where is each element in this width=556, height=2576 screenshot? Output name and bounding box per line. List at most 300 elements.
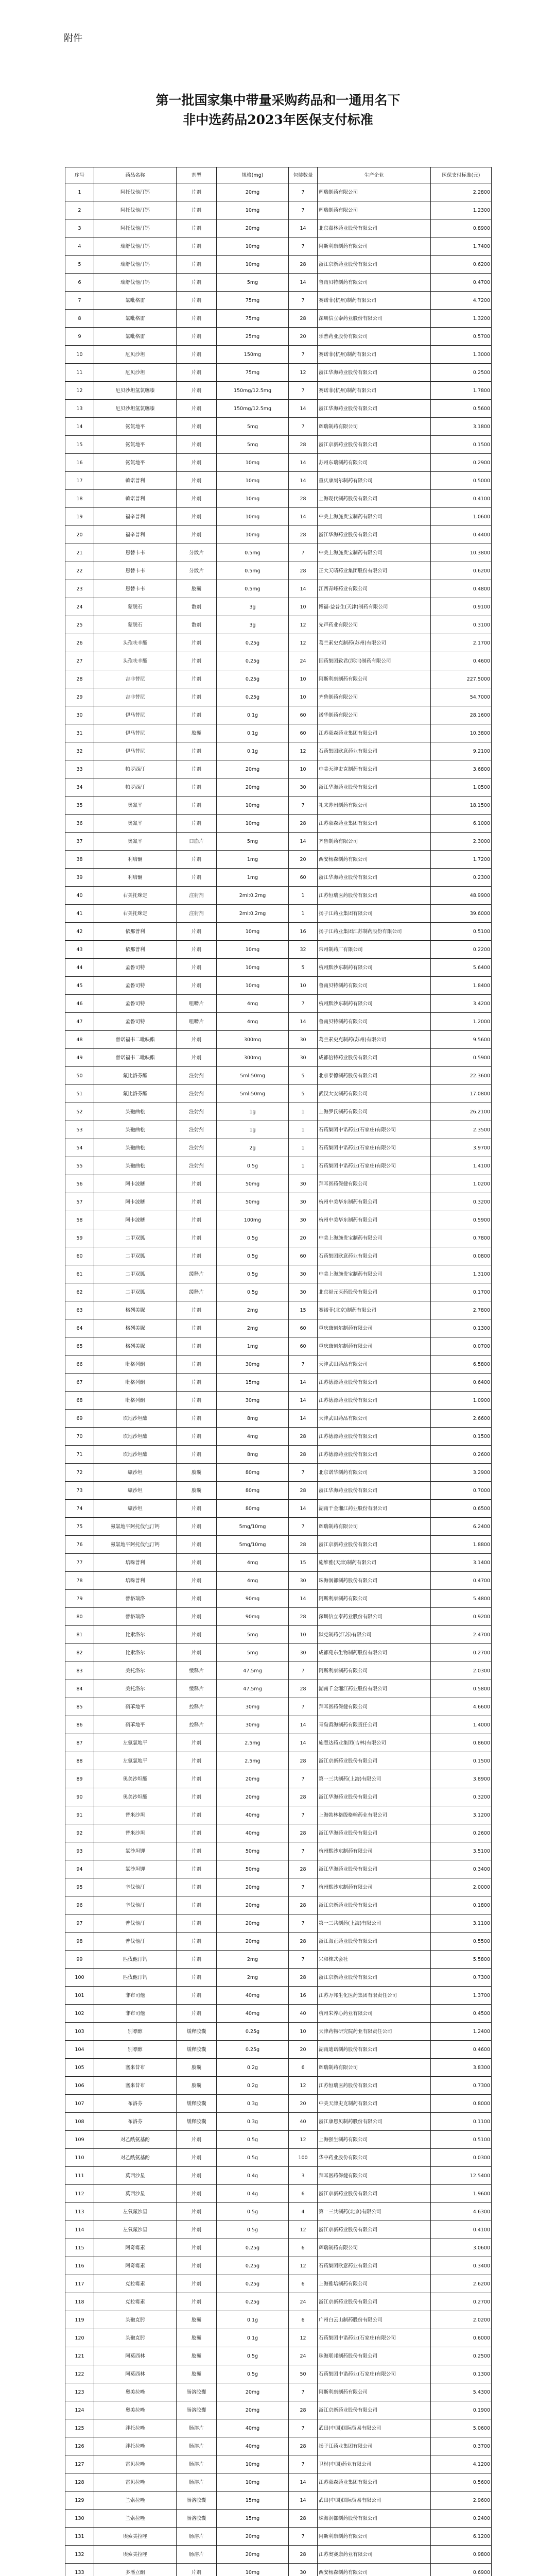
- cell-index: 23: [65, 580, 94, 598]
- cell-manufacturer: 第一三共制药(上海)有限公司: [318, 1914, 431, 1933]
- cell-index: 130: [65, 2510, 94, 2528]
- cell-pack-qty: 28: [289, 1428, 318, 1446]
- cell-index: 39: [65, 869, 94, 887]
- cell-payment-standard: 0.9800: [431, 2546, 492, 2564]
- cell-spec: 10mg: [217, 923, 289, 941]
- cell-spec: 75mg: [217, 292, 289, 310]
- cell-payment-standard: 54.7000: [431, 688, 492, 706]
- cell-spec: 0.5mg: [217, 544, 289, 562]
- cell-dosage-form: 胶囊: [177, 2365, 217, 2383]
- table-row: [65, 526, 492, 544]
- cell-drug-name: 阿莫西林: [94, 2365, 177, 2383]
- table-row: [65, 1067, 492, 1085]
- cell-dosage-form: 肠溶片: [177, 2437, 217, 2455]
- cell-pack-qty: 28: [289, 490, 318, 508]
- cell-manufacturer: 北京福元医药股份有限公司: [318, 1283, 431, 1301]
- cell-index: 30: [65, 706, 94, 724]
- cell-spec: 50mg: [217, 1842, 289, 1860]
- cell-dosage-form: 片剂: [177, 1987, 217, 2005]
- cell-index: 86: [65, 1716, 94, 1734]
- cell-drug-name: 塞来昔布: [94, 2059, 177, 2077]
- cell-payment-standard: 1.7200: [431, 851, 492, 869]
- cell-payment-standard: 1.0900: [431, 1392, 492, 1410]
- cell-drug-name: 孟鲁司特: [94, 995, 177, 1013]
- cell-dosage-form: 片剂: [177, 2185, 217, 2203]
- cell-index: 15: [65, 436, 94, 454]
- table-row: [65, 2167, 492, 2185]
- cell-pack-qty: 7: [289, 1914, 318, 1933]
- table-row: [65, 1139, 492, 1157]
- cell-payment-standard: 10.3800: [431, 724, 492, 742]
- table-row: [65, 2329, 492, 2347]
- cell-pack-qty: 30: [289, 1211, 318, 1229]
- cell-spec: 2g: [217, 1139, 289, 1157]
- table-row: [65, 1951, 492, 1969]
- cell-payment-standard: 39.6000: [431, 905, 492, 923]
- cell-pack-qty: 28: [289, 1896, 318, 1914]
- cell-index: 1: [65, 183, 94, 201]
- cell-drug-name: 雷贝拉唑: [94, 2455, 177, 2473]
- cell-pack-qty: 20: [289, 2095, 318, 2113]
- cell-payment-standard: 0.5100: [431, 2131, 492, 2149]
- cell-index: 6: [65, 274, 94, 292]
- cell-drug-name: 缬沙坦: [94, 1464, 177, 1482]
- cell-pack-qty: 7: [289, 2419, 318, 2437]
- cell-spec: 10mg: [217, 2473, 289, 2492]
- cell-pack-qty: 12: [289, 2077, 318, 2095]
- cell-spec: 10mg: [217, 256, 289, 274]
- cell-payment-standard: 0.6200: [431, 256, 492, 274]
- cell-manufacturer: 赛诺菲(杭州)制药有限公司: [318, 382, 431, 400]
- table-row: [65, 778, 492, 796]
- cell-spec: 20mg: [217, 183, 289, 201]
- cell-index: 2: [65, 201, 94, 219]
- cell-spec: 20mg: [217, 2383, 289, 2401]
- cell-drug-name: 培哚普利: [94, 1554, 177, 1572]
- cell-drug-name: 奥氮平: [94, 833, 177, 851]
- cell-dosage-form: 片剂: [177, 1626, 217, 1644]
- cell-index: 14: [65, 418, 94, 436]
- cell-manufacturer: 杭州默沙东制药有限公司: [318, 959, 431, 977]
- cell-pack-qty: 7: [289, 1698, 318, 1716]
- table-row: [65, 382, 492, 400]
- cell-pack-qty: 28: [289, 2510, 318, 2528]
- cell-spec: 5ml:50mg: [217, 1067, 289, 1085]
- cell-payment-standard: 1.0200: [431, 1175, 492, 1193]
- cell-spec: 2mg: [217, 1301, 289, 1319]
- cell-index: 94: [65, 1860, 94, 1878]
- cell-dosage-form: 片剂: [177, 1878, 217, 1896]
- cell-index: 37: [65, 833, 94, 851]
- cell-manufacturer: 湖南千金湘江药业股份有限公司: [318, 1500, 431, 1518]
- cell-manufacturer: 江苏德源药业股份有限公司: [318, 1374, 431, 1392]
- cell-drug-name: 左氨氯地平: [94, 1752, 177, 1770]
- cell-manufacturer: 国药集团致君(深圳)制药有限公司: [318, 652, 431, 670]
- cell-drug-name: 布洛芬: [94, 2113, 177, 2131]
- cell-drug-name: 替诺福韦二吡呋酯: [94, 1031, 177, 1049]
- cell-spec: 2mg: [217, 1319, 289, 1337]
- cell-spec: 15mg: [217, 2510, 289, 2528]
- cell-index: 108: [65, 2113, 94, 2131]
- cell-payment-standard: 10.3800: [431, 544, 492, 562]
- cell-drug-name: 莫西沙星: [94, 2167, 177, 2185]
- cell-payment-standard: 3.1400: [431, 1554, 492, 1572]
- cell-manufacturer: 浙江京新药业股份有限公司: [318, 2293, 431, 2311]
- cell-manufacturer: 武田(中国)国际贸易有限公司: [318, 2492, 431, 2510]
- cell-pack-qty: 7: [289, 995, 318, 1013]
- cell-manufacturer: 杭州中美华东制药有限公司: [318, 1211, 431, 1229]
- cell-payment-standard: 6.2400: [431, 1518, 492, 1536]
- cell-drug-name: 塞来昔布: [94, 2077, 177, 2095]
- cell-payment-standard: 0.0300: [431, 2149, 492, 2167]
- cell-index: 49: [65, 1049, 94, 1067]
- cell-drug-name: 福辛普利: [94, 508, 177, 526]
- cell-spec: 80mg: [217, 1482, 289, 1500]
- cell-manufacturer: 辉瑞制药有限公司: [318, 1518, 431, 1536]
- cell-manufacturer: 浙江海正药业股份有限公司: [318, 1933, 431, 1951]
- cell-manufacturer: 成都倍特药业股份有限公司: [318, 1049, 431, 1067]
- cell-payment-standard: 0.5500: [431, 1933, 492, 1951]
- cell-index: 85: [65, 1698, 94, 1716]
- cell-spec: 2ml:0.2mg: [217, 887, 289, 905]
- cell-dosage-form: 片剂: [177, 328, 217, 346]
- cell-dosage-form: 胶囊: [177, 2077, 217, 2095]
- cell-manufacturer: 辉瑞制药有限公司: [318, 201, 431, 219]
- cell-manufacturer: 江苏豪森药业集团有限公司: [318, 815, 431, 833]
- cell-spec: 4mg: [217, 1013, 289, 1031]
- cell-index: 111: [65, 2167, 94, 2185]
- table-row: [65, 1374, 492, 1392]
- cell-spec: 0.4g: [217, 2185, 289, 2203]
- cell-manufacturer: 浙江华海药业股份有限公司: [318, 1482, 431, 1500]
- cell-manufacturer: 扬子江药业集团江苏制药股份有限公司: [318, 923, 431, 941]
- cell-payment-standard: 1.2300: [431, 201, 492, 219]
- cell-dosage-form: 片剂: [177, 1788, 217, 1806]
- cell-manufacturer: 珠海联邦制药股份有限公司: [318, 2347, 431, 2365]
- cell-drug-name: 阿卡波糖: [94, 1175, 177, 1193]
- cell-manufacturer: 浙江京新药业股份有限公司: [318, 2221, 431, 2239]
- cell-manufacturer: 辉瑞制药有限公司: [318, 183, 431, 201]
- cell-dosage-form: 片剂: [177, 1518, 217, 1536]
- cell-manufacturer: 石药集团欧意药业有限公司: [318, 2257, 431, 2275]
- cell-manufacturer: 浙江华海药业股份有限公司: [318, 778, 431, 796]
- cell-drug-name: 布洛芬: [94, 2095, 177, 2113]
- cell-index: 109: [65, 2131, 94, 2149]
- cell-manufacturer: 杭州朱养心药业有限公司: [318, 2005, 431, 2023]
- cell-drug-name: 格列美脲: [94, 1337, 177, 1355]
- cell-index: 124: [65, 2401, 94, 2419]
- cell-payment-standard: 0.2700: [431, 1644, 492, 1662]
- cell-drug-name: 右美托咪定: [94, 887, 177, 905]
- cell-manufacturer: 阿斯利康制药有限公司: [318, 238, 431, 256]
- cell-payment-standard: 0.3400: [431, 2257, 492, 2275]
- cell-index: 20: [65, 526, 94, 544]
- cell-pack-qty: 40: [289, 2113, 318, 2131]
- cell-dosage-form: 胶囊: [177, 2347, 217, 2365]
- cell-manufacturer: 鲁南贝特制药有限公司: [318, 1013, 431, 1031]
- table-row: [65, 418, 492, 436]
- cell-payment-standard: 4.7200: [431, 292, 492, 310]
- cell-spec: 10mg: [217, 959, 289, 977]
- cell-manufacturer: 石药集团中诺药业(石家庄)有限公司: [318, 1157, 431, 1175]
- table-row: [65, 1265, 492, 1283]
- table-row: [65, 2149, 492, 2167]
- cell-dosage-form: 控释片: [177, 1698, 217, 1716]
- cell-pack-qty: 12: [289, 742, 318, 760]
- cell-manufacturer: 北京嘉林药业股份有限公司: [318, 219, 431, 238]
- cell-drug-name: 阿卡波糖: [94, 1211, 177, 1229]
- cell-dosage-form: 控释片: [177, 1716, 217, 1734]
- cell-index: 125: [65, 2419, 94, 2437]
- header-payment-standard: 医保支付标准(元): [431, 167, 492, 183]
- cell-pack-qty: 1: [289, 1139, 318, 1157]
- cell-index: 24: [65, 598, 94, 616]
- table-row: [65, 1698, 492, 1716]
- cell-dosage-form: 注射剂: [177, 1085, 217, 1103]
- cell-payment-standard: 1.7400: [431, 238, 492, 256]
- table-row: [65, 2203, 492, 2221]
- cell-manufacturer: 赛诺菲(杭州)制药有限公司: [318, 346, 431, 364]
- cell-index: 100: [65, 1969, 94, 1987]
- cell-dosage-form: 片剂: [177, 977, 217, 995]
- cell-manufacturer: 阿斯利康制药有限公司: [318, 2528, 431, 2546]
- cell-index: 22: [65, 562, 94, 580]
- cell-manufacturer: 诺华制药有限公司: [318, 706, 431, 724]
- cell-dosage-form: 片剂: [177, 2257, 217, 2275]
- cell-manufacturer: 石药集团中诺药业(石家庄)有限公司: [318, 2365, 431, 2383]
- cell-drug-name: 奥氮平: [94, 796, 177, 815]
- cell-manufacturer: 重庆康刻尔制药有限公司: [318, 1319, 431, 1337]
- cell-manufacturer: 江苏德源药业股份有限公司: [318, 1428, 431, 1446]
- cell-drug-name: 吡格列酮: [94, 1355, 177, 1374]
- table-row: [65, 742, 492, 760]
- cell-dosage-form: 片剂: [177, 742, 217, 760]
- table-row: [65, 490, 492, 508]
- cell-payment-standard: 0.4700: [431, 1572, 492, 1590]
- cell-index: 46: [65, 995, 94, 1013]
- cell-dosage-form: 片剂: [177, 1392, 217, 1410]
- cell-manufacturer: 卫材(中国)药业有限公司: [318, 2455, 431, 2473]
- cell-spec: 47.5mg: [217, 1680, 289, 1698]
- cell-manufacturer: 鲁南贝特制药有限公司: [318, 274, 431, 292]
- cell-drug-name: 非布司他: [94, 1987, 177, 2005]
- cell-index: 132: [65, 2546, 94, 2564]
- cell-pack-qty: 28: [289, 310, 318, 328]
- cell-pack-qty: 28: [289, 1969, 318, 1987]
- cell-pack-qty: 3: [289, 2167, 318, 2185]
- cell-manufacturer: 石药集团中诺药业(石家庄)有限公司: [318, 1139, 431, 1157]
- cell-dosage-form: 散剂: [177, 598, 217, 616]
- cell-drug-name: 氯吡格雷: [94, 292, 177, 310]
- cell-drug-name: 普伐他汀: [94, 1914, 177, 1933]
- table-row: [65, 869, 492, 887]
- table-row: [65, 580, 492, 598]
- cell-payment-standard: 0.2500: [431, 2347, 492, 2365]
- table-row: [65, 851, 492, 869]
- table-row: [65, 2131, 492, 2149]
- cell-drug-name: 莫西沙星: [94, 2185, 177, 2203]
- table-row: [65, 1049, 492, 1067]
- cell-spec: 20mg: [217, 1878, 289, 1896]
- cell-index: 52: [65, 1103, 94, 1121]
- cell-drug-name: 头孢曲松: [94, 1157, 177, 1175]
- cell-drug-name: 奥美拉唑: [94, 2401, 177, 2419]
- cell-pack-qty: 14: [289, 219, 318, 238]
- payment-standard-table: [65, 167, 492, 2576]
- cell-drug-name: 氯吡格雷: [94, 310, 177, 328]
- cell-pack-qty: 5: [289, 1067, 318, 1085]
- cell-manufacturer: 上海雅培制药有限公司: [318, 2275, 431, 2293]
- cell-spec: 0.25g: [217, 2239, 289, 2257]
- cell-payment-standard: 0.4400: [431, 526, 492, 544]
- cell-dosage-form: 片剂: [177, 941, 217, 959]
- cell-payment-standard: 0.5600: [431, 2473, 492, 2492]
- cell-manufacturer: 中美上海施贵宝制药有限公司: [318, 1229, 431, 1247]
- cell-pack-qty: 40: [289, 2005, 318, 2023]
- cell-payment-standard: 0.5000: [431, 472, 492, 490]
- cell-manufacturer: 葛兰素史克制药(苏州)有限公司: [318, 1031, 431, 1049]
- table-row: [65, 2293, 492, 2311]
- cell-drug-name: 厄贝沙坦: [94, 346, 177, 364]
- cell-drug-name: 伊马替尼: [94, 706, 177, 724]
- cell-payment-standard: 2.3500: [431, 1121, 492, 1139]
- cell-pack-qty: 7: [289, 292, 318, 310]
- cell-payment-standard: 1.4000: [431, 1716, 492, 1734]
- cell-dosage-form: 片剂: [177, 472, 217, 490]
- cell-spec: 20mg: [217, 1770, 289, 1788]
- cell-manufacturer: 西安杨森制药有限公司: [318, 851, 431, 869]
- cell-index: 44: [65, 959, 94, 977]
- table-row: [65, 2419, 492, 2437]
- header-index: 序号: [65, 167, 94, 183]
- cell-drug-name: 头孢呋辛酯: [94, 634, 177, 652]
- cell-pack-qty: 28: [289, 815, 318, 833]
- cell-dosage-form: 片剂: [177, 1572, 217, 1590]
- cell-dosage-form: 胶囊: [177, 580, 217, 598]
- cell-manufacturer: 常州制药厂有限公司: [318, 941, 431, 959]
- cell-index: 12: [65, 382, 94, 400]
- cell-payment-standard: 0.6500: [431, 1500, 492, 1518]
- cell-drug-name: 坎地沙坦酯: [94, 1428, 177, 1446]
- cell-dosage-form: 片剂: [177, 634, 217, 652]
- table-row: [65, 2005, 492, 2023]
- cell-manufacturer: 兴和株式会社: [318, 1951, 431, 1969]
- cell-payment-standard: 5.4800: [431, 1590, 492, 1608]
- cell-payment-standard: 0.5600: [431, 400, 492, 418]
- cell-drug-name: 美托洛尔: [94, 1662, 177, 1680]
- cell-spec: 0.1g: [217, 724, 289, 742]
- cell-dosage-form: 片剂: [177, 1806, 217, 1824]
- cell-spec: 10mg: [217, 454, 289, 472]
- cell-dosage-form: 注射剂: [177, 1121, 217, 1139]
- cell-pack-qty: 4: [289, 2203, 318, 2221]
- cell-dosage-form: 肠溶片: [177, 2528, 217, 2546]
- table-row: [65, 2401, 492, 2419]
- cell-dosage-form: 散剂: [177, 616, 217, 634]
- table-row: [65, 1824, 492, 1842]
- table-row: [65, 1283, 492, 1301]
- cell-dosage-form: 片剂: [177, 1211, 217, 1229]
- cell-dosage-form: 胶囊: [177, 2059, 217, 2077]
- cell-payment-standard: 3.1800: [431, 418, 492, 436]
- cell-pack-qty: 14: [289, 833, 318, 851]
- cell-payment-standard: 0.4600: [431, 652, 492, 670]
- cell-dosage-form: 肠溶胶囊: [177, 2510, 217, 2528]
- cell-drug-name: 帕罗西汀: [94, 778, 177, 796]
- cell-dosage-form: 片剂: [177, 490, 217, 508]
- cell-payment-standard: 3.8900: [431, 1770, 492, 1788]
- cell-drug-name: 奥美沙坦酯: [94, 1770, 177, 1788]
- cell-manufacturer: 江西青峰药业有限公司: [318, 580, 431, 598]
- table-row: [65, 1193, 492, 1211]
- table-row: [65, 1788, 492, 1806]
- cell-drug-name: 二甲双胍: [94, 1265, 177, 1283]
- cell-spec: 10mg: [217, 2564, 289, 2576]
- cell-index: 80: [65, 1608, 94, 1626]
- cell-payment-standard: 1.8800: [431, 1536, 492, 1554]
- cell-manufacturer: 杭州中美华东制药有限公司: [318, 1193, 431, 1211]
- cell-pack-qty: 28: [289, 1860, 318, 1878]
- cell-index: 74: [65, 1500, 94, 1518]
- cell-drug-name: 右美托咪定: [94, 905, 177, 923]
- cell-dosage-form: 片剂: [177, 2005, 217, 2023]
- cell-index: 34: [65, 778, 94, 796]
- cell-payment-standard: 28.1600: [431, 706, 492, 724]
- cell-payment-standard: 5.5800: [431, 1951, 492, 1969]
- cell-payment-standard: 3.8300: [431, 2059, 492, 2077]
- cell-manufacturer: 杭州默沙东制药有限公司: [318, 1878, 431, 1896]
- cell-drug-name: 阿托伐他汀钙: [94, 201, 177, 219]
- cell-index: 76: [65, 1536, 94, 1554]
- cell-dosage-form: 片剂: [177, 454, 217, 472]
- cell-spec: 150mg/12.5mg: [217, 382, 289, 400]
- cell-pack-qty: 30: [289, 1644, 318, 1662]
- cell-index: 48: [65, 1031, 94, 1049]
- cell-pack-qty: 7: [289, 1951, 318, 1969]
- cell-manufacturer: 深圳信立泰药业股份有限公司: [318, 310, 431, 328]
- cell-pack-qty: 7: [289, 1464, 318, 1482]
- cell-spec: 10mg: [217, 2455, 289, 2473]
- table-row: [65, 1085, 492, 1103]
- cell-pack-qty: 10: [289, 760, 318, 778]
- cell-pack-qty: 7: [289, 183, 318, 201]
- cell-drug-name: 坎地沙坦酯: [94, 1410, 177, 1428]
- cell-pack-qty: 6: [289, 2239, 318, 2257]
- cell-drug-name: 埃索美拉唑: [94, 2528, 177, 2546]
- cell-spec: 20mg: [217, 2401, 289, 2419]
- cell-payment-standard: 1.2000: [431, 1013, 492, 1031]
- cell-dosage-form: 胶囊: [177, 2329, 217, 2347]
- cell-dosage-form: 片剂: [177, 201, 217, 219]
- cell-payment-standard: 5.4300: [431, 2383, 492, 2401]
- cell-payment-standard: 227.5000: [431, 670, 492, 688]
- cell-manufacturer: 阿斯利康制药有限公司: [318, 1662, 431, 1680]
- cell-payment-standard: 1.2400: [431, 2023, 492, 2041]
- cell-dosage-form: 片剂: [177, 851, 217, 869]
- cell-pack-qty: 30: [289, 2564, 318, 2576]
- cell-index: 35: [65, 796, 94, 815]
- cell-pack-qty: 7: [289, 1770, 318, 1788]
- cell-manufacturer: 江苏万邦生化医药集团有限责任公司: [318, 1987, 431, 2005]
- cell-dosage-form: 片剂: [177, 1193, 217, 1211]
- cell-drug-name: 阿奇霉素: [94, 2239, 177, 2257]
- cell-pack-qty: 28: [289, 2437, 318, 2455]
- cell-payment-standard: 1.9600: [431, 2185, 492, 2203]
- cell-index: 107: [65, 2095, 94, 2113]
- cell-drug-name: 吡格列酮: [94, 1374, 177, 1392]
- cell-drug-name: 头孢克肟: [94, 2329, 177, 2347]
- cell-spec: 20mg: [217, 1933, 289, 1951]
